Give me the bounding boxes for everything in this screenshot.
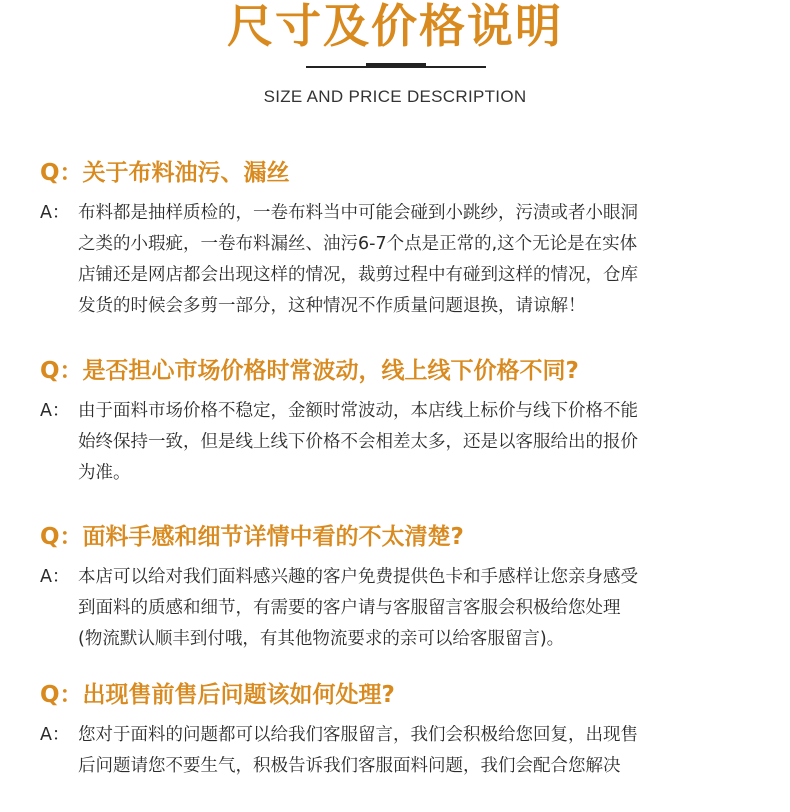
faq-answer [40,720,760,782]
faq-question: Q：关于布料油污、漏丝 [40,160,290,186]
faq-item [40,356,760,489]
faq-item [40,522,760,655]
answer-label: A： [40,725,70,745]
answer-label: A： [40,567,70,587]
title-divider-accent [366,63,426,68]
page-subtitle: SIZE AND PRICE DESCRIPTION [263,87,527,106]
answer-text: 布料都是抽样质检的，一卷布料当中可能会碰到小跳纱，污渍或者小眼洞 之类的小瑕疵，一卷布料漏丝、油污6-7个点是正常的,这个无论是在实体 店铺还是网店都会出现这样的情况，裁剪过程中有碰到这样的情况，仓库 发货的时候会多剪一部分，这种情况不作质量问题退换，请谅解！ [78,203,638,316]
faq-question: Q：面料手感和细节详情中看的不太清楚? [40,524,464,550]
faq-question: Q：是否担心市场价格时常波动，线上线下价格不同? [40,358,579,384]
answer-label: A： [40,203,70,223]
answer-label: A： [40,401,70,421]
faq-item [40,680,760,782]
answer-text: 本店可以给对我们面料感兴趣的客户免费提供色卡和手感样让您亲身感受 到面料的质感和细节，有需要的客户请与客服留言客服会积极给您处理 (物流默认顺丰到付哦，有其他物流要求的亲可以给客服留言)。 [78,567,638,649]
answer-text: 您对于面料的问题都可以给我们客服留言，我们会积极给您回复，出现售 后问题请您不要生气，积极告诉我们客服面料问题，我们会配合您解决 [78,725,638,776]
page-title: 尺寸及价格说明 [227,0,563,53]
faq-item [40,158,760,322]
faq-question: Q：出现售前售后问题该如何处理? [40,682,395,708]
faq-answer [40,396,760,489]
faq-answer [40,198,760,322]
answer-text: 由于面料市场价格不稳定，金额时常波动，本店线上标价与线下价格不能 始终保持一致，但是线上线下价格不会相差太多，还是以客服给出的报价 为准。 [78,401,638,483]
faq-answer [40,562,760,655]
